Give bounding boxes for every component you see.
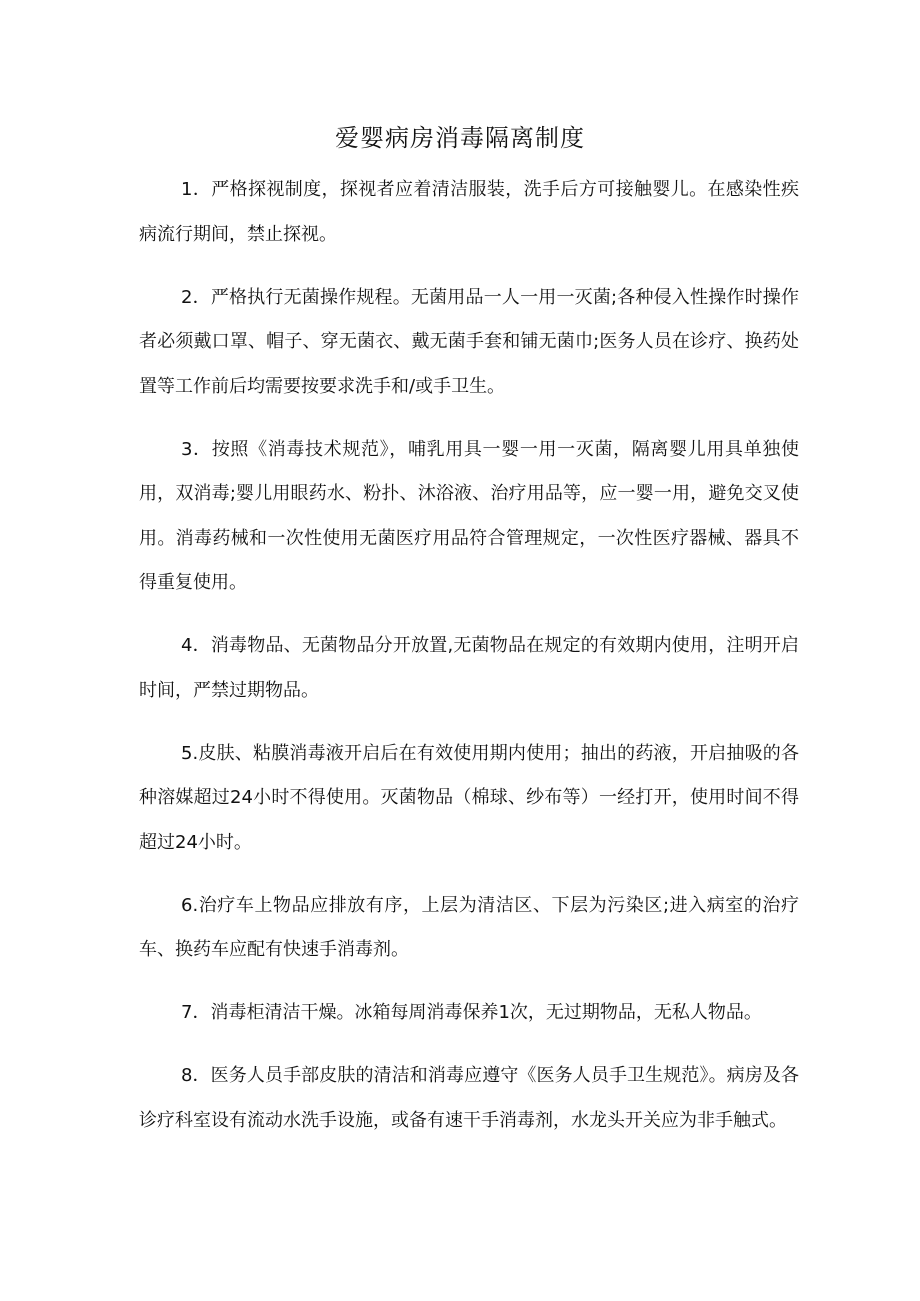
paragraph-5 [139, 732, 799, 866]
paragraph-text: ．按照《消毒技术规范》，哺乳用具一婴一用一灭菌，隔离婴儿用具单独使用，双消毒;婴儿用眼药水、粉扑、沐浴液、治疗用品等，应一婴一用，避免交叉使用。消毒药械和一次性使用无菌医疗用品符合管理规定，一次性医疗器械、器具不得重复使用。 [139, 438, 799, 593]
paragraph-6 [139, 884, 799, 973]
paragraph-number: 7 [181, 1002, 193, 1023]
paragraph-text: ．严格探视制度，探视者应着清洁服装，洗手后方可接触婴儿。在感染性疾病流行期间，禁止探视。 [139, 179, 799, 245]
document-title: 爱婴病房消毒隔离制度 [335, 124, 585, 152]
paragraph-number: 2 [181, 286, 193, 308]
paragraph-4 [139, 624, 799, 713]
paragraph-7 [139, 991, 799, 1036]
paragraph-number: 1 [181, 179, 193, 200]
paragraph-1 [139, 168, 799, 257]
document-body [139, 168, 799, 1162]
paragraph-number: 4 [181, 635, 193, 656]
paragraph-number: 5 [181, 742, 193, 764]
paragraph-number: 8 [181, 1065, 193, 1086]
paragraph-8 [139, 1054, 799, 1143]
paragraph-text: .治疗车上物品应排放有序，上层为清洁区、下层为污染区;进入病室的治疗车、换药车应配有快速手消毒剂。 [139, 894, 799, 960]
paragraph-number: 6 [181, 894, 193, 916]
paragraph-text: ．消毒物品、无菌物品分开放置,无菌物品在规定的有效期内使用，注明开启时间，严禁过期物品。 [139, 635, 799, 701]
paragraph-text: ．医务人员手部皮肤的清洁和消毒应遵守《医务人员手卫生规范》。病房及各诊疗科室设有流动水洗手设施，或备有速干手消毒剂，水龙头开关应为非手触式。 [139, 1065, 799, 1131]
paragraph-2 [139, 276, 799, 410]
paragraph-3 [139, 428, 799, 606]
paragraph-text: .皮肤、粘膜消毒液开启后在有效使用期内使用；抽出的药液，开启抽吸的各种溶媒超过24小时不得使用。灭菌物品（棉球、纱布等）一经打开，使用时间不得超过24小时。 [139, 742, 799, 853]
paragraph-number: 3 [181, 438, 193, 460]
paragraph-text: ．严格执行无菌操作规程。无菌用品一人一用一灭菌;各种侵入性操作时操作者必须戴口罩、帽子、穿无菌衣、戴无菌手套和铺无菌巾;医务人员在诊疗、换药处置等工作前后均需要按要求洗手和/或手卫生。 [139, 286, 799, 397]
paragraph-text: ．消毒柜清洁干燥。冰箱每周消毒保养1次，无过期物品，无私人物品。 [192, 1002, 762, 1023]
